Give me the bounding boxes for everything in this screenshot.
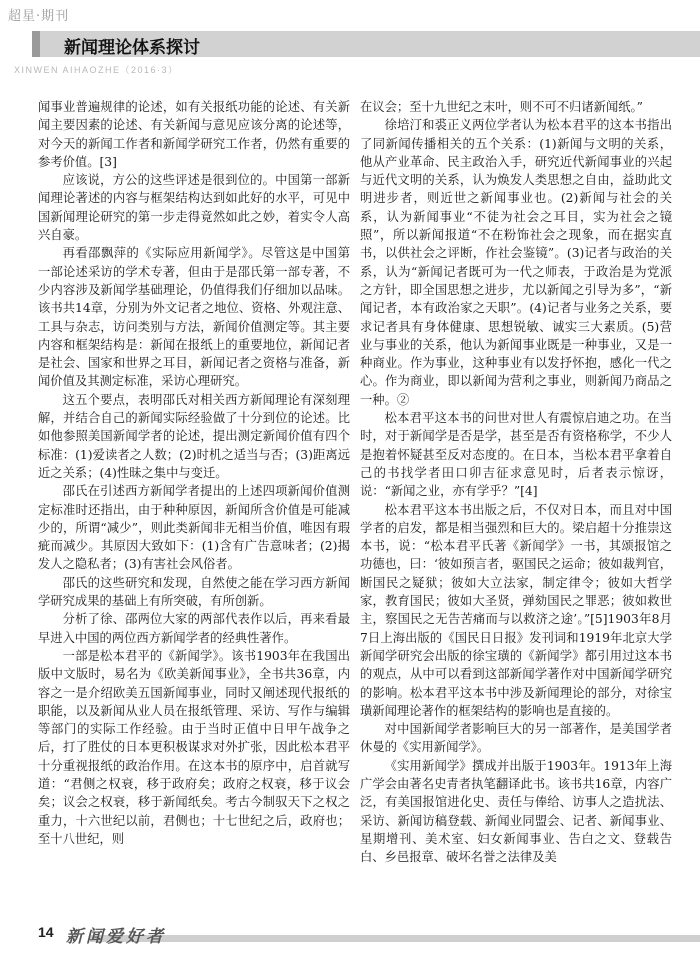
paragraph: 徐培汀和裘正义两位学者认为松本君平的这本书指出了同新闻传播相关的五个关系：(1)新闻与文明的关系，他从产业革命、民主政治入手，研究近代新闻事业的兴起与近代文明的关系，认为焕发人类思想之自由，益助此文明进步者，则近世之新闻事业也。(2)新闻与社会的关系，认为新闻事业“不徒为社会之耳目，实为社会之镜照”，所以新闻报道“不在粉饰社会之现象，而在据实直书，以供社会之评断，作社会鉴镜”。(3)记者与政治的关系，认为“新闻记者既可为一代之师表，于政治是为党派之方针，即全国思想之进步，尤以新闻之引导为多”，“新闻记者，本有政治家之天职”。(4)记者与业务之关系，要求记者具有身体健康、思想锐敏、诚实三大素质。(5)营业与事业的关系，他认为新闻事业既是一种事业，又是一种商业。作为事业，这种事业有以发抒怀抱，感化一代之心。作为商业，即以新闻为营利之事业，则新闻乃商品之一种。② — [360, 118, 672, 407]
paragraph: 《实用新闻学》撰成并出版于1903年。1913年上海广学会由著名史青者执笔翻译此书。该书共16章，内容广泛，有美国报馆进化史、责任与俸给、访事人之造扰法、采访、新闻访稿登载、新闻业同盟会、记者、新闻事业、星期增刊、美术室、妇女新闻事业、告白之文、登载告白、乡邑报章、破坏名誉之法律及美 — [360, 758, 672, 865]
footer-bar — [90, 935, 700, 942]
right-column — [360, 98, 672, 866]
paragraph: 应该说，方公的这些评述是很到位的。中国第一部新闻理论著述的内容与框架结构达到如此好的水平，可见中国新闻理论研究的第一步走得竟然如此之妙，着实令人高兴自豪。 — [38, 173, 350, 243]
section-title-bar — [32, 31, 700, 57]
paragraph: 松本君平这本书的问世对世人有震惊启迪之功。在当时，对于新闻学是否是学，甚至是否有资格称学，不少人是抱着怀疑甚至反对态度的。在日本，当松本君平拿着自己的书找学者田口卯吉征求意见时，后者表示惊讶，说：“新闻之业，亦有学乎？”[4] — [360, 411, 672, 499]
left-column — [38, 98, 350, 848]
paragraph: 对中国新闻学者影响巨大的另一部著作，是美国学者休曼的《实用新闻学》。 — [360, 722, 672, 755]
paragraph: 邵氏在引述西方新闻学者提出的上述四项新闻价值测定标准时还指出，由于种种原因，新闻所含价值是可能减少的，所谓“减少”，则此类新闻非无相当价值，唯因有瑕疵而减少。其原因大致如下：(1)含有广告意味者；(2)揭发人之隐私者；(3)有害社会风俗者。 — [38, 484, 350, 572]
paragraph: 分析了徐、邵两位大家的两部代表作以后，再来看最早进入中国的两位西方新闻学者的经典性著作。 — [38, 612, 350, 645]
page-number: 14 — [38, 924, 54, 940]
paragraph: 邵氏的这些研究和发现，自然使之能在学习西方新闻学研究成果的基础上有所突破，有所创新。 — [38, 575, 350, 609]
magazine-logo: 超星·期刊 — [8, 9, 70, 24]
footer-magazine-name: 新闻爱好者 — [66, 927, 166, 947]
paragraph: 一部是松本君平的《新闻学》。该书1903年在我国出版中文版时，易名为《欧美新闻事业》，全书共36章，内容之一是介绍欧美五国新闻事业，同时又阐述现代报纸的职能，以及新闻从业人员在报纸管理、采访、写作与编辑等部门的实际工作经验。由于当时正值中日甲午战争之后，打了胜仗的日本更积极谋求对外扩张，因此松本君平十分重视报纸的政治作用。在这本书的原序中，启首就写道：“君侧之权衰，移于政府矣；政府之权衰，移于议会矣；议会之权衰，移于新闻纸矣。考古今制驭天下之权之重力，十六世纪以前，君侧也；十七世纪之后，政府也；至十八世纪，则 — [38, 648, 350, 846]
section-title: 新闻理论体系探讨 — [64, 38, 200, 58]
paragraph: 松本君平这本书出版之后，不仅对日本，而且对中国学者的启发，都是相当强烈和巨大的。梁启超十分推崇这本书，说：“松本君平氏著《新闻学》一书，其颂报馆之功德也，曰：‘彼如预言者，驱国民之运命；彼如裁判官，断国民之疑狱；彼如大立法家，制定律令；彼如大哲学家，教育国民；彼如大圣贤，弹劾国民之罪恶；彼如救世主，察国民之无告苦痛而与以救济之途’。”[5]1903年8月7日上海出版的《国民日日报》发刊词和1919年北京大学新闻学研究会出版的徐宝璜的《新闻学》都引用过这本书的观点，从中可以看到这部新闻学著作对中国新闻学研究的影响。松本君平这本书中涉及新闻理论的部分，对徐宝璜新闻理论著作的框架结构的影响也是直接的。 — [360, 502, 672, 718]
paragraph: 这五个要点，表明邵氏对相关西方新闻理论有深刻理解，并结合自己的新闻实际经验做了十分到位的论述。比如他参照美国新闻学者的论述，提出测定新闻价值有四个标准：(1)爱读者之人数；(2)时机之适当与否；(3)距离远近之关系；(4)性昧之集中与变迁。 — [38, 392, 350, 480]
issue-line: XINWEN AIHAOZHE（2016·3） — [14, 65, 179, 75]
title-accent-mark — [32, 31, 40, 57]
paragraph: 闻事业普遍规律的论述，如有关报纸功能的论述、有关新闻主要因素的论述、有关新闻与意见应该分离的论述等，对今天的新闻工作者和新闻学研究工作者，仍然有重要的参考价值。[3] — [38, 100, 350, 169]
paragraph: 再看邵飘萍的《实际应用新闻学》。尽管这是中国第一部论述采访的学术专著，但由于是邵氏第一部专著，不少内容涉及新闻学基础理论，仍值得我们仔细加以品味。该书共14章，分别为外文记者之地位、资格、外观注意、工具与杂志，访问类别与方法，新闻价值测定等。其主要内容和框架结构是：新闻在报纸上的重要地位，新闻记者是社会、国家和世界之耳目，新闻记者之资格与准备，新闻价值及其测定标准，采访心理研究。 — [38, 246, 350, 389]
paragraph: 在议会；至十九世纪之末叶，则不可不归诸新闻纸。” — [360, 100, 643, 114]
